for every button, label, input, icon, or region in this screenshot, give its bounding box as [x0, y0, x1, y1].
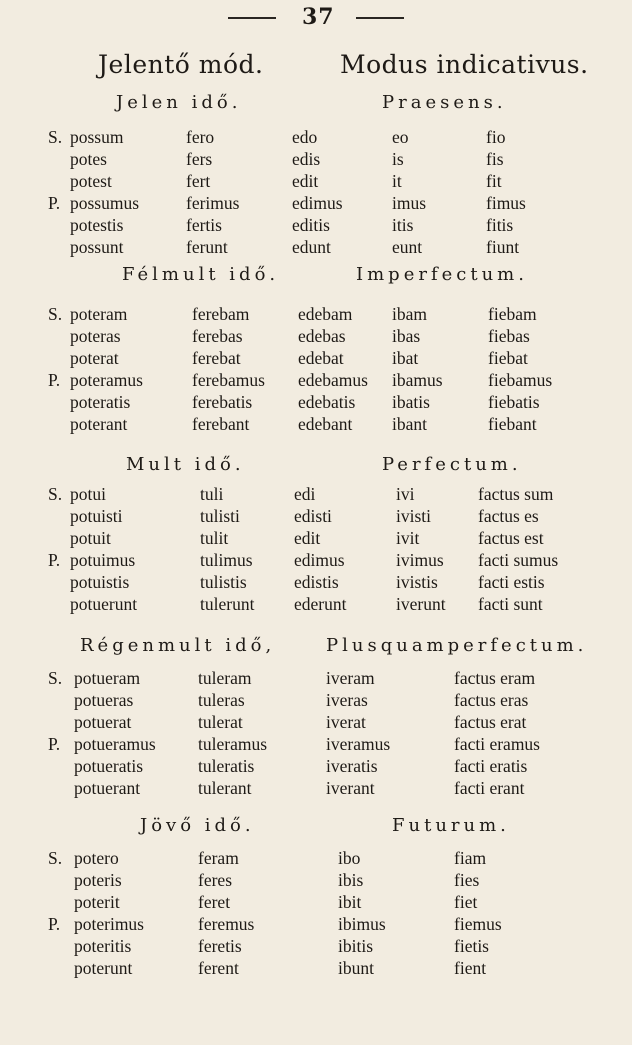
possum-form: potuit: [70, 528, 111, 548]
header-rule-right: [356, 17, 404, 19]
possum-form: potest: [70, 171, 112, 191]
possum-form: potuisti: [70, 506, 123, 526]
possum-form: potuerat: [74, 712, 132, 732]
fero-form: ferebant: [192, 414, 250, 434]
possum-form: poteratis: [70, 392, 131, 412]
fero-form: ferebamus: [192, 370, 265, 390]
number-marker: S.: [48, 848, 63, 868]
edo-form: edebamus: [298, 370, 368, 390]
eo-form: iveram: [326, 668, 375, 688]
section-title-hungarian: Jövő idő.: [140, 815, 255, 836]
fero-form: tulistis: [200, 572, 247, 592]
fero-form: feremus: [198, 914, 255, 934]
header-hungarian: Jelentő mód.: [98, 50, 264, 79]
fero-form: tulit: [200, 528, 229, 548]
eo-form: ibit: [338, 892, 362, 912]
table-row: [0, 214, 632, 236]
fio-form: facti estis: [478, 572, 545, 592]
fio-form: factus eras: [454, 690, 529, 710]
eo-form: ivisti: [396, 506, 432, 526]
edo-form: edebam: [298, 304, 353, 324]
table-row: [0, 913, 632, 935]
fio-form: facti sunt: [478, 594, 543, 614]
fero-form: tuleras: [198, 690, 245, 710]
fio-form: facti sumus: [478, 550, 559, 570]
table-row: [0, 667, 632, 689]
fio-form: fit: [486, 171, 502, 191]
possum-form: potero: [74, 848, 119, 868]
fio-form: fiebamus: [488, 370, 553, 390]
edo-form: edebatis: [298, 392, 356, 412]
fio-form: facti eramus: [454, 734, 540, 754]
possum-form: potes: [70, 149, 107, 169]
table-row: [0, 957, 632, 979]
table-row: [0, 571, 632, 593]
edo-form: edistis: [294, 572, 339, 592]
number-marker: P.: [48, 914, 61, 934]
eo-form: itis: [392, 215, 414, 235]
fero-form: feram: [198, 848, 239, 868]
number-marker: S.: [48, 668, 63, 688]
edo-form: edebant: [298, 414, 353, 434]
eo-form: ibamus: [392, 370, 443, 390]
edo-form: editis: [292, 215, 330, 235]
number-marker: P.: [48, 370, 61, 390]
fio-form: fietis: [454, 936, 489, 956]
fio-form: fies: [454, 870, 480, 890]
fero-form: tulimus: [200, 550, 253, 570]
fero-form: ferunt: [186, 237, 228, 257]
eo-form: ivi: [396, 484, 415, 504]
edo-form: edimus: [292, 193, 343, 213]
eo-form: iverant: [326, 778, 375, 798]
fio-form: facti erant: [454, 778, 525, 798]
eo-form: iveramus: [326, 734, 391, 754]
header-rule-left: [228, 17, 276, 19]
eo-form: iveras: [326, 690, 368, 710]
fio-form: factus es: [478, 506, 539, 526]
number-marker: S.: [48, 127, 63, 147]
possum-form: potueras: [74, 690, 134, 710]
edo-form: edebat: [298, 348, 344, 368]
table-row: [0, 126, 632, 148]
fero-form: tuleram: [198, 668, 252, 688]
edo-form: edebas: [298, 326, 346, 346]
fero-form: tulerat: [198, 712, 243, 732]
table-row: [0, 689, 632, 711]
table-row: [0, 935, 632, 957]
fio-form: fiam: [454, 848, 487, 868]
table-row: [0, 369, 632, 391]
section-title-hungarian: Mult idő.: [126, 454, 245, 475]
fero-form: ferebam: [192, 304, 250, 324]
table-row: [0, 413, 632, 435]
eo-form: iverunt: [396, 594, 446, 614]
possum-form: poterant: [70, 414, 128, 434]
fio-form: factus erat: [454, 712, 527, 732]
possum-form: poterimus: [74, 914, 144, 934]
eo-form: ibunt: [338, 958, 374, 978]
table-row: [0, 347, 632, 369]
possum-form: potueram: [74, 668, 141, 688]
fio-form: fient: [454, 958, 487, 978]
possum-form: poteramus: [70, 370, 143, 390]
possum-form: poterat: [70, 348, 119, 368]
number-marker: S.: [48, 484, 63, 504]
section-title-latin: Futurum.: [392, 815, 510, 836]
table-row: [0, 891, 632, 913]
eo-form: imus: [392, 193, 427, 213]
fio-form: fio: [486, 127, 506, 147]
eo-form: ibatis: [392, 392, 430, 412]
possum-form: potuistis: [70, 572, 130, 592]
header-latin: Modus indicativus.: [340, 50, 589, 79]
eo-form: ibat: [392, 348, 419, 368]
eo-form: ivimus: [396, 550, 444, 570]
fio-form: factus est: [478, 528, 544, 548]
table-row: [0, 483, 632, 505]
fero-form: feretis: [198, 936, 242, 956]
eo-form: ibam: [392, 304, 427, 324]
edo-form: edunt: [292, 237, 331, 257]
table-row: [0, 733, 632, 755]
fero-form: feres: [198, 870, 233, 890]
fio-form: fiebat: [488, 348, 528, 368]
table-row: [0, 847, 632, 869]
table-row: [0, 711, 632, 733]
fero-form: ferebatis: [192, 392, 253, 412]
table-row: [0, 148, 632, 170]
fio-form: fitis: [486, 215, 514, 235]
fio-form: fiemus: [454, 914, 502, 934]
fero-form: tulisti: [200, 506, 240, 526]
section-title-hungarian: Jelen idő.: [116, 92, 242, 113]
section-title-latin: Praesens.: [382, 92, 507, 113]
possum-form: poterit: [74, 892, 120, 912]
fero-form: fero: [186, 127, 215, 147]
table-row: [0, 505, 632, 527]
fero-form: ferebas: [192, 326, 243, 346]
possum-form: possumus: [70, 193, 140, 213]
fio-form: fiebatis: [488, 392, 540, 412]
possum-form: poteritis: [74, 936, 132, 956]
table-row: [0, 593, 632, 615]
possum-form: potuerant: [74, 778, 141, 798]
edo-form: edit: [292, 171, 319, 191]
possum-form: possunt: [70, 237, 124, 257]
table-row: [0, 391, 632, 413]
fero-form: tulerant: [198, 778, 252, 798]
number-marker: P.: [48, 734, 61, 754]
possum-form: poteris: [74, 870, 122, 890]
possum-form: potuerunt: [70, 594, 138, 614]
table-row: [0, 192, 632, 214]
fero-form: tulerunt: [200, 594, 255, 614]
fio-form: fimus: [486, 193, 526, 213]
number-marker: P.: [48, 193, 61, 213]
section-title-hungarian: Félmult idő.: [122, 264, 280, 285]
eo-form: iveratis: [326, 756, 378, 776]
eo-form: ibo: [338, 848, 361, 868]
table-row: [0, 777, 632, 799]
number-marker: S.: [48, 304, 63, 324]
eo-form: ibis: [338, 870, 364, 890]
eo-form: ibas: [392, 326, 421, 346]
edo-form: edis: [292, 149, 321, 169]
eo-form: ivit: [396, 528, 420, 548]
edo-form: edo: [292, 127, 318, 147]
table-row: [0, 325, 632, 347]
eo-form: ibimus: [338, 914, 386, 934]
number-marker: P.: [48, 550, 61, 570]
eo-form: ibant: [392, 414, 427, 434]
fero-form: tuleramus: [198, 734, 268, 754]
edo-form: edisti: [294, 506, 332, 526]
table-row: [0, 755, 632, 777]
eo-form: iverat: [326, 712, 366, 732]
fero-form: ferent: [198, 958, 239, 978]
possum-form: poteram: [70, 304, 128, 324]
eo-form: eunt: [392, 237, 423, 257]
edo-form: edit: [294, 528, 321, 548]
possum-form: potueratis: [74, 756, 144, 776]
fio-form: factus sum: [478, 484, 554, 504]
fero-form: ferebat: [192, 348, 241, 368]
page-number: 37: [302, 4, 335, 30]
possum-form: potui: [70, 484, 106, 504]
fio-form: fiebas: [488, 326, 530, 346]
section-title-hungarian: Régenmult idő,: [80, 635, 276, 656]
fero-form: fers: [186, 149, 213, 169]
section-title-latin: Perfectum.: [382, 454, 522, 475]
fio-form: facti eratis: [454, 756, 528, 776]
eo-form: ibitis: [338, 936, 374, 956]
eo-form: ivistis: [396, 572, 438, 592]
fero-form: ferimus: [186, 193, 240, 213]
possum-form: poterunt: [74, 958, 133, 978]
edo-form: edi: [294, 484, 316, 504]
fero-form: feret: [198, 892, 231, 912]
table-row: [0, 170, 632, 192]
fero-form: fertis: [186, 215, 222, 235]
fero-form: tuli: [200, 484, 224, 504]
edo-form: edimus: [294, 550, 345, 570]
section-title-latin: Plusquamperfectum.: [326, 635, 588, 656]
table-row: [0, 527, 632, 549]
possum-form: possum: [70, 127, 124, 147]
table-row: [0, 549, 632, 571]
fio-form: fiet: [454, 892, 478, 912]
possum-form: poteras: [70, 326, 121, 346]
fio-form: fiebant: [488, 414, 537, 434]
fio-form: factus eram: [454, 668, 536, 688]
eo-form: is: [392, 149, 404, 169]
table-row: [0, 303, 632, 325]
table-row: [0, 869, 632, 891]
possum-form: potuimus: [70, 550, 136, 570]
fero-form: tuleratis: [198, 756, 255, 776]
possum-form: potestis: [70, 215, 124, 235]
fio-form: fiebam: [488, 304, 537, 324]
possum-form: potueramus: [74, 734, 156, 754]
edo-form: ederunt: [294, 594, 347, 614]
fero-form: fert: [186, 171, 211, 191]
table-row: [0, 236, 632, 258]
section-title-latin: Imperfectum.: [356, 264, 528, 285]
fio-form: fis: [486, 149, 504, 169]
eo-form: it: [392, 171, 402, 191]
fio-form: fiunt: [486, 237, 520, 257]
eo-form: eo: [392, 127, 409, 147]
